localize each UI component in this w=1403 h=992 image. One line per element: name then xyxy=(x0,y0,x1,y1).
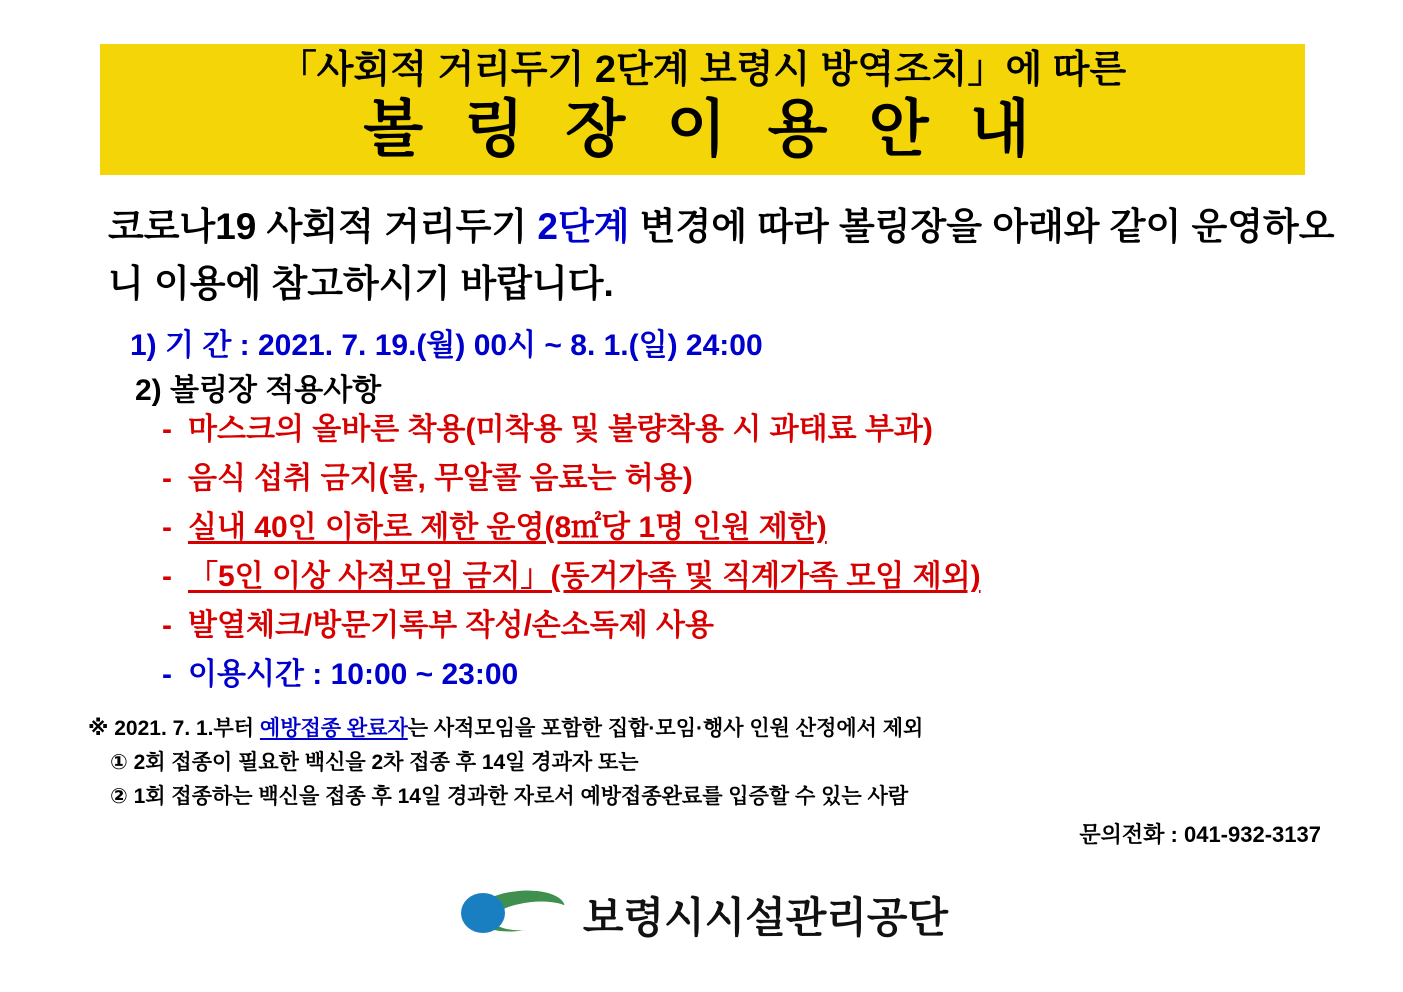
page-title: 볼 링 장 이 용 안 내 xyxy=(363,94,1042,164)
bullet-text: 음식 섭취 금지(물, 무알콜 음료는 허용) xyxy=(188,462,693,495)
rules-list xyxy=(162,415,1342,709)
bullet-dash: - xyxy=(162,560,172,593)
circle-shape-icon xyxy=(461,893,505,933)
footnote-main xyxy=(88,712,1338,746)
bullet-dash: - xyxy=(162,609,172,642)
list-item-period: 1) 기 간 : 2021. 7. 19.(월) 00시 ~ 8. 1.(일) 24:00 xyxy=(130,329,763,362)
footnote-pre: 2021. 7. 1.부터 xyxy=(108,717,260,740)
bullet-text: 실내 40인 이하로 제한 운영(8㎡당 1명 인원 제한) xyxy=(188,511,827,544)
list-item xyxy=(162,464,1342,494)
contact-phone: 문의전화 : 041-932-3137 xyxy=(1079,822,1321,847)
bullet-text: 이용시간 : 10:00 ~ 23:00 xyxy=(188,658,519,691)
list-item xyxy=(162,513,1342,543)
footnotes xyxy=(88,712,1338,814)
intro-highlight: 2단계 xyxy=(537,206,630,247)
list-item-rules-heading: 2) 볼링장 적용사항 xyxy=(135,374,382,407)
list-item xyxy=(162,415,1342,445)
organization-logo xyxy=(0,885,1403,945)
bullet-dash: - xyxy=(162,462,172,495)
footnote-sub-2: ② 1회 접종하는 백신을 접종 후 14일 경과한 자로서 예방접종완료를 입증할 수 있는 사람 xyxy=(110,785,909,809)
list-item xyxy=(162,611,1342,641)
list-item xyxy=(162,660,1342,690)
banner-subtitle: 「사회적 거리두기 2단계 보령시 방역조치」에 따른 xyxy=(278,49,1127,91)
bullet-text: 「5인 이상 사적모임 금지」(동거가족 및 직계가족 모임 제외) xyxy=(188,560,981,593)
footnote-highlight: 예방접종 완료자 xyxy=(259,717,408,740)
bullet-text: 발열체크/방문기록부 작성/손소독제 사용 xyxy=(188,609,714,642)
logo-text: 보령시시설관리공단 xyxy=(582,894,949,941)
bullet-dash: - xyxy=(162,413,172,446)
bullet-dash: - xyxy=(162,511,172,544)
logo-icon xyxy=(455,887,565,943)
footnote-sub-1: ① 2회 접종이 필요한 백신을 2차 접종 후 14일 경과자 또는 xyxy=(110,751,639,775)
list-item xyxy=(162,562,1342,592)
intro-text-before: 코로나19 사회적 거리두기 xyxy=(108,206,538,247)
intro-text-after: 변경에 따라 볼링장을 아래와 같이 운영하오니 이용에 참고하시기 바랍니다. xyxy=(108,206,1335,305)
bullet-dash: - xyxy=(162,658,172,691)
title-banner xyxy=(100,44,1305,175)
bullet-text: 마스크의 올바른 착용(미착용 및 불량착용 시 과태료 부과) xyxy=(188,413,933,446)
footnote-mark: ※ xyxy=(88,717,109,740)
intro-paragraph xyxy=(108,198,1338,313)
footnote-post: 는 사적모임을 포함한 집합·모임·행사 인원 산정에서 제외 xyxy=(407,717,924,740)
